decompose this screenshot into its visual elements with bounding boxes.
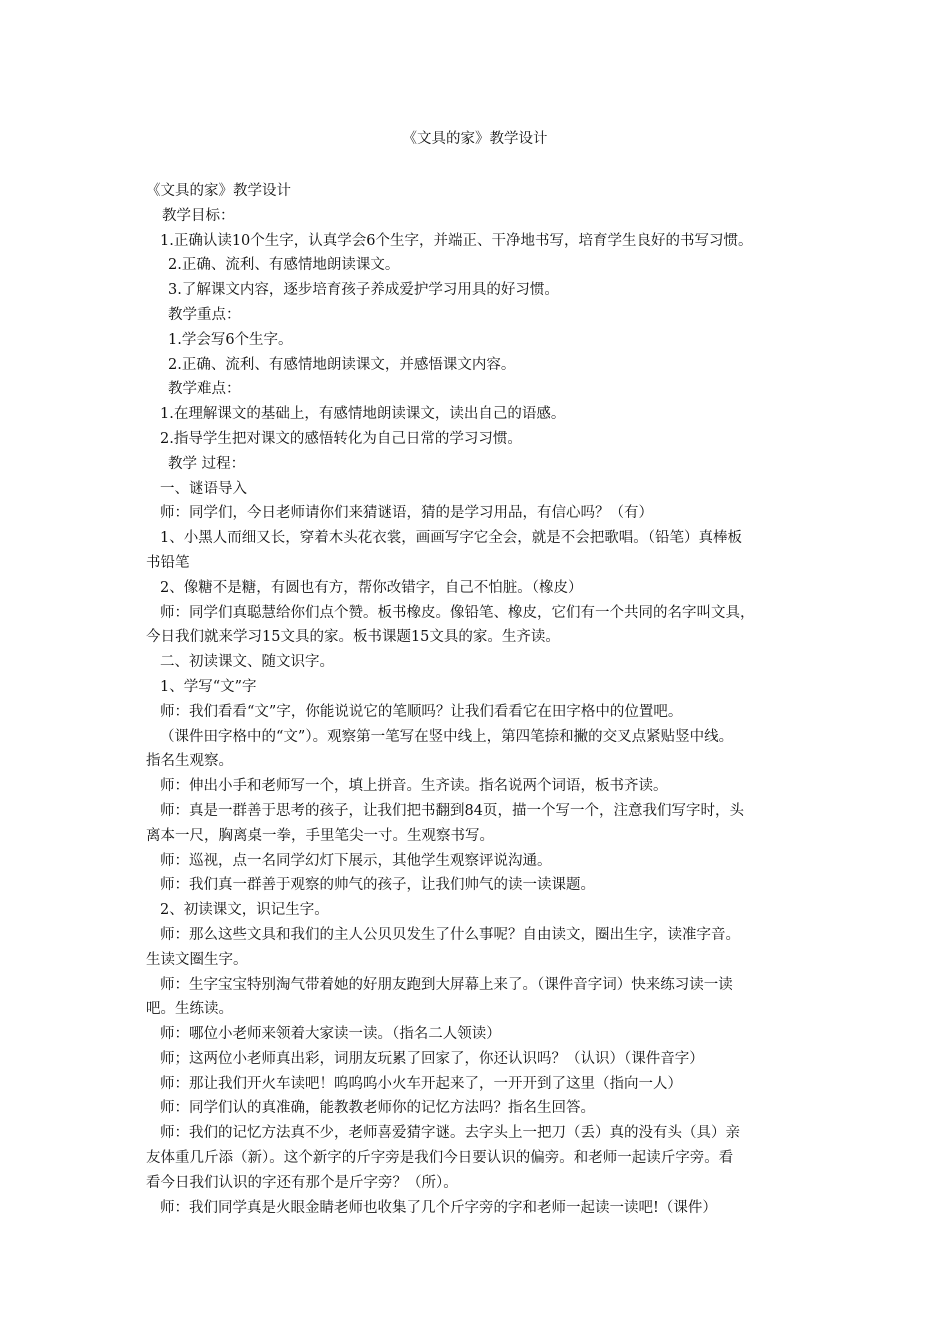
text-line: 吧。生练读。 <box>146 1001 233 1018</box>
text-line: 1、学写“文”字 <box>160 678 257 695</box>
text-line: 友体重几斤添（新）。这个新字的斤字旁是我们今日要认识的偏旁。和老师一起读斤字旁。看 <box>146 1150 734 1167</box>
text-line: 2.正确、流利、有感情地朗读课文。 <box>168 257 400 274</box>
text-line: 师：我们真一群善于观察的帅气的孩子，让我们帅气的读一读课题。 <box>160 877 595 894</box>
text-line: 看今日我们认识的字还有那个是斤字旁？（所）。 <box>146 1174 458 1191</box>
text-line: 师：生字宝宝特别淘气带着她的好朋友跑到大屏幕上来了。（课件音字词）快来练习读一读 <box>160 976 733 993</box>
text-line: 师：那让我们开火车读吧！呜呜呜小火车开起来了，一开开到了这里（指向一人） <box>160 1075 682 1092</box>
text-line: 教学重点： <box>168 306 241 323</box>
text-line: 2、初读课文，识记生字。 <box>160 902 329 919</box>
text-line: （课件田字格中的“文”）。观察第一笔写在竖中线上，第四笔捺和撇的交叉点紧贴竖中线。 <box>160 728 734 745</box>
text-line: 3.了解课文内容，逐步培育孩子养成爱护学习用具的好习惯。 <box>168 282 559 299</box>
text-line: 二、初读课文、随文识字。 <box>160 654 334 671</box>
text-line: 师：真是一群善于思考的孩子，让我们把书翻到84页，描一个写一个，注意我们写字时，头 <box>160 802 744 819</box>
text-line: 师：我们的记忆方法真不少，老师喜爱猜字谜。去字头上一把刀（丢）真的没有头（具）亲 <box>160 1125 740 1142</box>
document-body <box>146 179 814 1220</box>
text-line: 1、小黑人而细又长，穿着木头花衣裳，画画写字它全会，就是不会把歌唱。（铅笔）真棒板 <box>160 530 742 547</box>
text-line: 1.学会写6个生字。 <box>168 331 293 348</box>
text-line: 教学难点： <box>168 381 241 398</box>
text-line: 师：那么这些文具和我们的主人公贝贝发生了什么事呢？自由读文，圈出生字，读准字音。 <box>160 926 740 943</box>
text-line: 今日我们就来学习15文具的家。板书课题15文具的家。生齐读。 <box>146 629 560 646</box>
text-line: 离本一尺，胸离桌一拳，手里笔尖一寸。生观察书写。 <box>146 827 494 844</box>
text-line: 师：巡视，点一名同学幻灯下展示，其他学生观察评说沟通。 <box>160 852 552 869</box>
text-line: 《文具的家》教学设计 <box>146 183 291 199</box>
text-line: 师：哪位小老师来领着大家读一读。（指名二人领读） <box>160 1026 501 1043</box>
text-line: 师：伸出小手和老师写一个，填上拼音。生齐读。指名说两个词语，板书齐读。 <box>160 778 668 795</box>
text-line: 师：同学们，今日老师请你们来猜谜语，猜的是学习用品，有信心吗？（有） <box>160 505 653 522</box>
text-line: 师：我们同学真是火眼金睛老师也收集了几个斤字旁的字和老师一起读一读吧!（课件） <box>160 1199 717 1216</box>
document-title: 《文具的家》教学设计 <box>402 131 548 147</box>
text-line: 1.正确认读10个生字，认真学会6个生字，并端正、干净地书写，培育学生良好的书写习惯。 <box>160 232 753 249</box>
text-line: 师：同学们认的真准确，能教教老师你的记忆方法吗？指名生回答。 <box>160 1100 595 1117</box>
text-line: 书铅笔 <box>146 554 190 571</box>
text-line: 2.指导学生把对课文的感悟转化为自己日常的学习习惯。 <box>160 430 522 447</box>
text-line: 1.在理解课文的基础上，有感情地朗读课文，读出自己的语感。 <box>160 406 566 423</box>
text-line: 指名生观察。 <box>146 753 233 770</box>
text-line: 2.正确、流利、有感情地朗读课文，并感悟课文内容。 <box>168 356 516 373</box>
text-line: 教学目标： <box>162 207 235 224</box>
text-line: 师：同学们真聪慧给你们点个赞。板书橡皮。像铅笔、橡皮，它们有一个共同的名字叫文具， <box>160 604 755 621</box>
text-line: 生读文圈生字。 <box>146 951 248 968</box>
text-line: 2、像糖不是糖，有圆也有方，帮你改错字，自己不怕脏。（橡皮） <box>160 579 583 596</box>
text-line: 师：我们看看“文”字，你能说说它的笔顺吗？让我们看看它在田字格中的位置吧。 <box>160 703 683 720</box>
text-line: 师；这两位小老师真出彩，词朋友玩累了回家了，你还认识吗？（认识）（课件音字） <box>160 1050 704 1067</box>
text-line: 一、谜语导入 <box>160 480 247 497</box>
text-line: 教学 过程： <box>168 455 246 472</box>
